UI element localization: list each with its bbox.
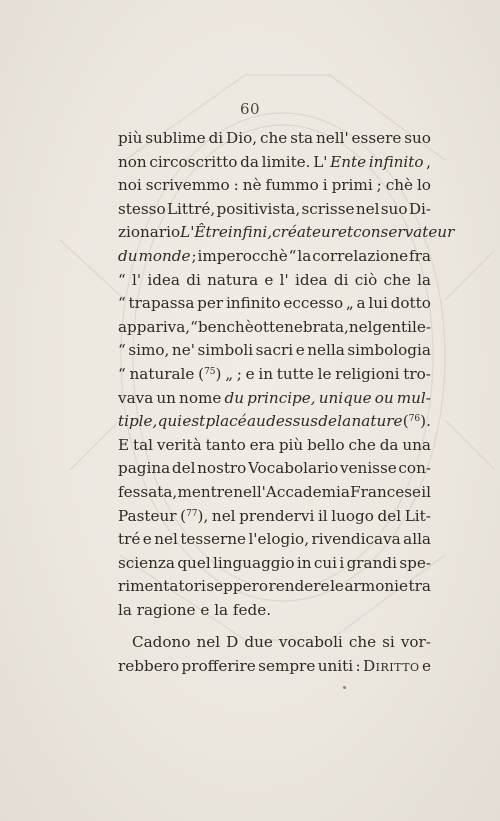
text-line-content [118, 151, 431, 175]
text-line [118, 363, 431, 387]
word: i [339, 553, 345, 572]
word: del [377, 506, 402, 525]
body-text [118, 127, 455, 679]
word: l'elogio, [248, 530, 310, 549]
text-line [118, 174, 431, 198]
word: sta [290, 129, 314, 147]
word: Diritto [363, 657, 420, 676]
word: ; [376, 176, 382, 195]
word: Dio, [226, 129, 258, 147]
word: du [224, 388, 244, 407]
word: appariva, [118, 317, 191, 336]
text-line [118, 127, 431, 151]
word: le [330, 577, 344, 596]
word: che [259, 129, 288, 147]
word: fessata, [118, 482, 178, 501]
word: au [246, 412, 266, 431]
word: gentile- [372, 317, 431, 336]
word: i [322, 176, 328, 195]
word: L' [313, 152, 328, 171]
word: tutte [276, 364, 314, 383]
text-line [118, 269, 431, 293]
word: et [338, 223, 354, 242]
text-line [118, 481, 431, 505]
word: Lit- [404, 506, 431, 525]
word: simbologia [347, 341, 431, 360]
word: “ [190, 317, 198, 336]
word: mul- [396, 388, 431, 407]
word: una [402, 435, 431, 454]
word: che [348, 633, 377, 652]
text-line [118, 434, 431, 458]
word: scrivemmo [145, 176, 230, 195]
word: imperocchè [197, 246, 288, 265]
word: benchè [197, 317, 254, 336]
text-line-content [118, 655, 431, 679]
word: che [383, 270, 411, 289]
word: positivista, [216, 199, 301, 218]
word: la [417, 270, 431, 289]
word: suo [380, 199, 408, 218]
text-line-content [118, 198, 431, 222]
word: cui [313, 553, 338, 572]
word: zionario [118, 223, 181, 242]
word: in [296, 553, 312, 572]
text-line [118, 575, 431, 599]
word: l' [279, 270, 289, 289]
word: essere [351, 129, 402, 147]
word: di [333, 270, 349, 289]
word: „ [345, 294, 354, 313]
word: infinito [225, 294, 281, 313]
word: ; [236, 364, 242, 383]
word: e [295, 341, 305, 360]
word: circoscritto [149, 152, 238, 171]
word: ($^{75}$) [198, 364, 222, 383]
word: ottenebrata, [253, 317, 349, 336]
word: di [186, 270, 201, 289]
word: nel [348, 317, 373, 336]
word: ; [191, 246, 197, 265]
word: il [317, 506, 328, 525]
word: venisse [339, 459, 397, 478]
text-line [118, 387, 431, 411]
word: lui [368, 294, 388, 313]
word: e [245, 364, 255, 383]
word: dessus [266, 412, 318, 431]
word: ou [374, 388, 394, 407]
word: trapassa [128, 294, 195, 313]
word: créateur [272, 223, 339, 242]
word: Littré, [166, 199, 216, 218]
word: D [226, 633, 239, 652]
word: correlazione [312, 246, 409, 265]
word: ciò [354, 270, 378, 289]
text-line [118, 655, 431, 679]
word: verità [156, 435, 202, 454]
word: più [118, 129, 143, 147]
text-line [118, 316, 431, 340]
word: simo, [128, 341, 170, 360]
word: pagina [118, 459, 171, 478]
text-line-content [118, 269, 431, 293]
word: Di- [408, 199, 431, 218]
word: nella [307, 341, 345, 360]
word: “ [118, 294, 126, 313]
word: infini, [227, 223, 273, 242]
text-line [118, 198, 431, 222]
word: tal [132, 435, 153, 454]
word: due [244, 633, 273, 652]
word: fummo [265, 176, 319, 195]
word: fra [409, 246, 431, 265]
word: noi [118, 176, 142, 195]
text-line [118, 552, 431, 576]
word: tra [408, 577, 431, 596]
word: da [240, 152, 259, 171]
word: Cadono [132, 633, 191, 652]
word: per [197, 294, 224, 313]
word: scrisse [301, 199, 355, 218]
word: del [171, 459, 196, 478]
word: seppero [206, 577, 268, 596]
word: rendere [268, 577, 330, 596]
word: che [348, 435, 376, 454]
word: era [249, 435, 275, 454]
word: sempre [258, 657, 316, 676]
word: suo [404, 129, 431, 147]
word: idea [294, 270, 328, 289]
word: prendervi [239, 506, 315, 525]
word: eccesso [283, 294, 344, 313]
word: la [297, 246, 312, 265]
word: nel [355, 199, 380, 218]
word: un [156, 388, 176, 407]
text-line-content [118, 575, 431, 599]
word: monde [138, 246, 191, 265]
word: l' [132, 270, 142, 289]
word: principe, [247, 388, 316, 407]
text-line-content [118, 552, 431, 576]
text-line-content [118, 505, 431, 529]
word: vocaboli [278, 633, 343, 652]
word: di [208, 129, 224, 147]
text-line [118, 245, 431, 269]
text-line-content [118, 410, 431, 434]
word: natura [207, 270, 259, 289]
word: la [337, 412, 352, 431]
word: Ente [330, 152, 367, 171]
word: linguaggio [213, 553, 295, 572]
word: si [382, 633, 395, 652]
word: tanto [205, 435, 246, 454]
text-line-content [118, 528, 431, 552]
word: rebbero [118, 657, 180, 676]
word: “ [118, 364, 126, 383]
word: ne' [171, 341, 195, 360]
word: grandi [346, 553, 397, 572]
word: alla [403, 530, 431, 549]
page-number: 60 [239, 100, 261, 118]
word: E [118, 435, 130, 454]
word: chè [385, 176, 413, 195]
word: dotto [390, 294, 431, 313]
text-line [118, 599, 431, 623]
word: nome [179, 388, 222, 407]
word: ($^{76}$). [402, 412, 431, 431]
text-line [118, 528, 431, 552]
text-line-content [118, 457, 431, 481]
word: rivendicava [311, 530, 401, 549]
word: a [356, 294, 366, 313]
text-line-content [118, 245, 431, 269]
word: armonie [344, 577, 408, 596]
word: Pasteur [118, 506, 177, 525]
word: placé [205, 412, 247, 431]
word: idea [147, 270, 180, 289]
word: nel [196, 633, 221, 652]
word: da [379, 435, 399, 454]
word: le [317, 364, 332, 383]
word: uniti [317, 657, 354, 676]
text-line-content [118, 316, 431, 340]
text-line-content: la ragione e la fede. [118, 600, 272, 619]
word: lo [416, 176, 431, 195]
word: nell' [315, 129, 349, 147]
word: nostro [197, 459, 247, 478]
word: tesserne [180, 530, 247, 549]
word: vava [118, 388, 154, 407]
word: infinito [368, 152, 424, 171]
text-line [118, 505, 431, 529]
text-line [118, 410, 431, 434]
word: ($^{77}$), [180, 506, 209, 525]
text-line [118, 221, 455, 245]
word: : [355, 657, 361, 676]
text-line-content [118, 127, 431, 151]
word: scienza [118, 553, 175, 572]
word: nè [242, 176, 262, 195]
text-line [118, 151, 431, 175]
word: nature [351, 412, 403, 431]
word: il [421, 482, 431, 501]
word: conservateur [353, 223, 455, 242]
text-line [118, 339, 431, 363]
word: spe- [399, 553, 431, 572]
word: est [182, 412, 206, 431]
word: sublime [145, 129, 206, 147]
text-line-content [118, 174, 431, 198]
word: profferire [181, 657, 256, 676]
word: unique [318, 388, 372, 407]
word: mentre [177, 482, 233, 501]
word: “ [118, 341, 126, 360]
text-line [118, 457, 431, 481]
text-line [118, 292, 431, 316]
word: sacri [255, 341, 294, 360]
text-line-content [118, 387, 431, 411]
ink-speck [343, 686, 346, 689]
word: tro- [403, 364, 431, 383]
text-line-content [118, 434, 431, 458]
word: luogo [331, 506, 374, 525]
word: non [118, 152, 147, 171]
word: de [318, 412, 337, 431]
word: più [278, 435, 304, 454]
word: „ [225, 364, 234, 383]
word: e [421, 657, 431, 676]
word: Francese [350, 482, 422, 501]
text-line-content [118, 221, 455, 245]
word: , [426, 152, 431, 171]
word: quel [177, 553, 211, 572]
word: religioni [335, 364, 400, 383]
word: nell'Accademia [233, 482, 350, 501]
text-line-content [132, 631, 431, 655]
word: primi [331, 176, 373, 195]
text-line-content [118, 292, 431, 316]
text-line-content [118, 339, 431, 363]
word: qui [157, 412, 183, 431]
word: naturale [129, 364, 195, 383]
word: Vocabolario [247, 459, 339, 478]
word: tiple, [118, 412, 158, 431]
text-line-content [118, 363, 431, 387]
word: : [233, 176, 239, 195]
word: e [264, 270, 274, 289]
text-line-content [118, 481, 431, 505]
word: L'Être [180, 223, 228, 242]
text-line [118, 631, 431, 655]
word: con- [398, 459, 431, 478]
word: simboli [197, 341, 254, 360]
word: e [142, 530, 152, 549]
word: limite. [261, 152, 311, 171]
word: vor- [400, 633, 431, 652]
word: nel [154, 530, 178, 549]
word: rimentatori [118, 577, 206, 596]
word: bello [307, 435, 345, 454]
word: “ [288, 246, 297, 265]
word: “ [118, 270, 126, 289]
word: nel [211, 506, 236, 525]
word: du [118, 246, 138, 265]
word: stesso [118, 199, 166, 218]
word: tré [118, 530, 141, 549]
word: in [258, 364, 274, 383]
